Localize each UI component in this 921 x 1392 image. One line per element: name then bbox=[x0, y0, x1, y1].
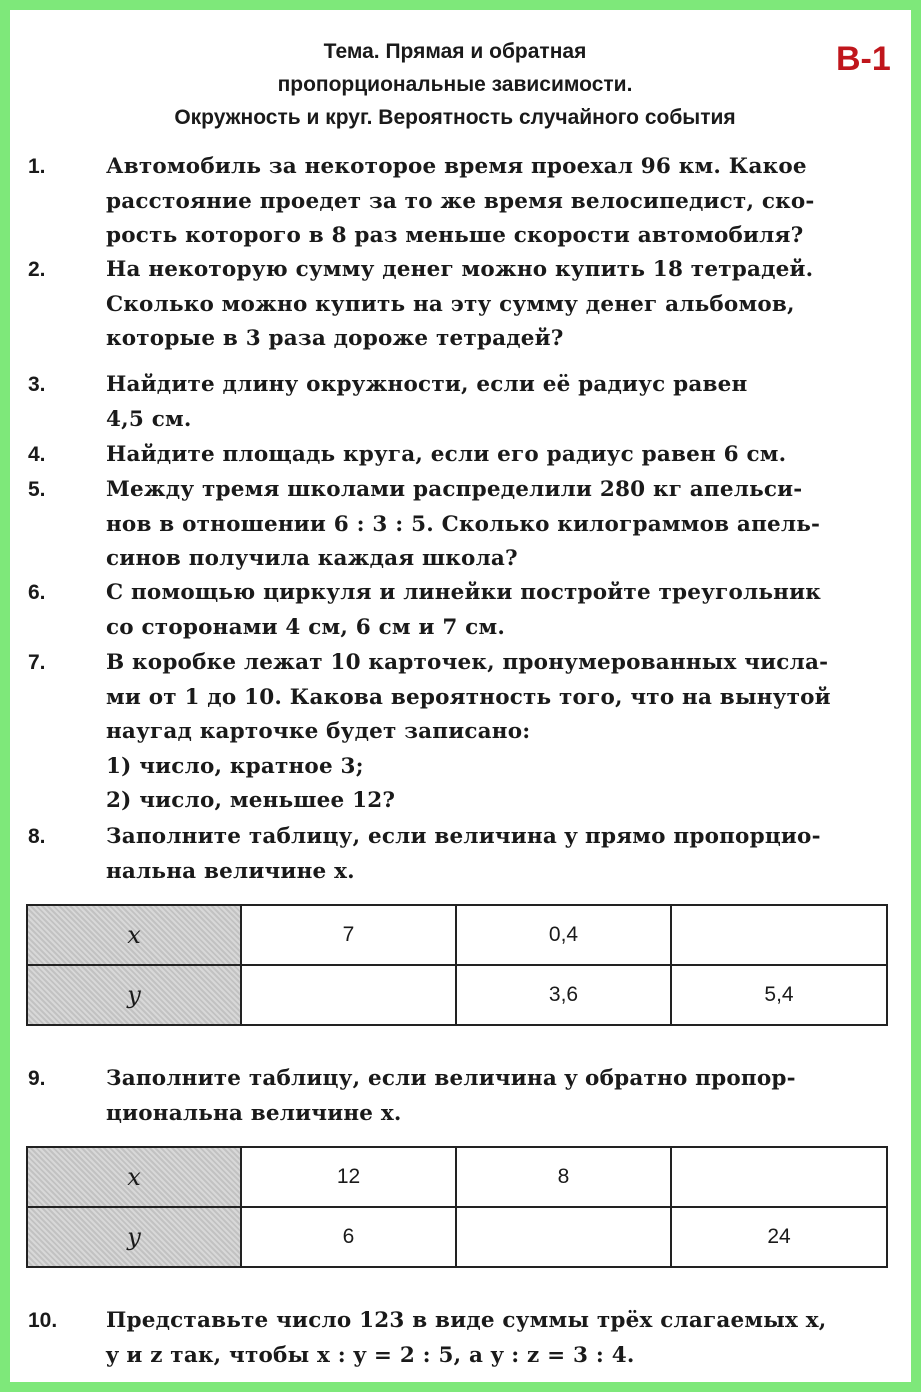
task-text bbox=[106, 150, 888, 254]
task-text bbox=[106, 646, 888, 819]
task-line: циональна величине x. bbox=[106, 1100, 402, 1126]
table-cell: 7 bbox=[241, 905, 456, 965]
task-text bbox=[106, 368, 888, 437]
task-line: Представьте число 123 в виде суммы трёх слагаемых x, bbox=[106, 1308, 827, 1333]
task-text bbox=[106, 253, 888, 357]
task-line: 4,5 см. bbox=[106, 406, 192, 432]
table-cell bbox=[671, 1147, 887, 1207]
table-cell: 3,6 bbox=[456, 965, 671, 1025]
title-line-1: Тема. Прямая и обратная bbox=[323, 40, 587, 63]
task-line: 1) число, кратное 3; bbox=[106, 753, 364, 779]
task-line: рость которого в 8 раз меньше скорости автомобиля? bbox=[106, 223, 804, 248]
task-line: синов получила каждая школа? bbox=[106, 546, 518, 571]
task-line: На некоторую сумму денег можно купить 18 тетрадей. bbox=[106, 257, 814, 282]
table-cell bbox=[671, 905, 887, 965]
table-cell: 8 bbox=[456, 1147, 671, 1207]
variant-label: В-1 bbox=[836, 40, 891, 78]
task-text bbox=[106, 820, 888, 889]
task-line: Между тремя школами распределили 280 кг апельси- bbox=[106, 477, 803, 502]
table-cell: 24 bbox=[671, 1207, 887, 1267]
task-line: ми от 1 до 10. Какова вероятность того, что на вынутой bbox=[106, 684, 831, 710]
direct-proportion-table bbox=[26, 904, 888, 1026]
task-line: В коробке лежат 10 карточек, пронумерованных числа- bbox=[106, 650, 829, 675]
table-cell bbox=[456, 1207, 671, 1267]
title-line-3: Окружность и круг. Вероятность случайного события bbox=[174, 106, 736, 129]
task-number: 9. bbox=[28, 1067, 46, 1090]
table-cell: 0,4 bbox=[456, 905, 671, 965]
task-line: расстояние проедет за то же время велосипедист, ско- bbox=[106, 188, 815, 214]
worksheet-page bbox=[10, 10, 911, 1382]
task-text bbox=[106, 1304, 888, 1373]
task-line: Заполните таблицу, если величина y обратно пропор- bbox=[106, 1066, 796, 1091]
task-text bbox=[106, 1062, 888, 1131]
task-number: 4. bbox=[28, 443, 46, 466]
task-number: 5. bbox=[28, 478, 46, 501]
task-number: 2. bbox=[28, 258, 46, 281]
table-row-y bbox=[27, 965, 887, 1025]
row-header-y: y bbox=[27, 965, 241, 1025]
title-line-2: пропорциональные зависимости. bbox=[277, 73, 633, 96]
task-line: со сторонами 4 см, 6 см и 7 см. bbox=[106, 614, 506, 640]
table-cell: 5,4 bbox=[671, 965, 887, 1025]
table-cell: 6 bbox=[241, 1207, 456, 1267]
task-line: нов в отношении 6 : 3 : 5. Сколько килограммов апель- bbox=[106, 511, 821, 537]
inverse-proportion-table bbox=[26, 1146, 888, 1268]
task-text bbox=[106, 576, 888, 645]
task-number: 7. bbox=[28, 651, 46, 674]
task-line: Сколько можно купить на эту сумму денег альбомов, bbox=[106, 291, 795, 317]
task-line: Заполните таблицу, если величина y прямо пропорцио- bbox=[106, 824, 821, 849]
row-header-y: y bbox=[27, 1207, 241, 1267]
table-cell: 12 bbox=[241, 1147, 456, 1207]
row-header-x: x bbox=[27, 1147, 241, 1207]
task-line: 2) число, меньшее 12? bbox=[106, 788, 396, 813]
task-line: Найдите площадь круга, если его радиус равен 6 см. bbox=[106, 442, 787, 467]
table-row-x bbox=[27, 1147, 887, 1207]
task-number: 3. bbox=[28, 373, 46, 396]
task-line: нальна величине x. bbox=[106, 858, 355, 884]
task-text bbox=[106, 438, 888, 473]
task-line: наугад карточке будет записано: bbox=[106, 719, 531, 744]
task-text bbox=[106, 473, 888, 577]
row-header-x: x bbox=[27, 905, 241, 965]
task-number: 6. bbox=[28, 581, 46, 604]
task-line: Автомобиль за некоторое время проехал 96 км. Какое bbox=[106, 154, 807, 179]
task-line: y и z так, чтобы x : y = 2 : 5, а y : z = 3 : 4. bbox=[106, 1342, 635, 1368]
worksheet-title bbox=[90, 35, 820, 134]
task-number: 1. bbox=[28, 155, 46, 178]
task-number: 8. bbox=[28, 825, 46, 848]
task-number: 10. bbox=[28, 1309, 58, 1332]
table-row-y bbox=[27, 1207, 887, 1267]
table-row-x bbox=[27, 905, 887, 965]
table-cell bbox=[241, 965, 456, 1025]
task-line: Найдите длину окружности, если её радиус равен bbox=[106, 372, 748, 397]
task-line: которые в 3 раза дороже тетрадей? bbox=[106, 326, 564, 351]
task-line: С помощью циркуля и линейки постройте треугольник bbox=[106, 580, 821, 605]
